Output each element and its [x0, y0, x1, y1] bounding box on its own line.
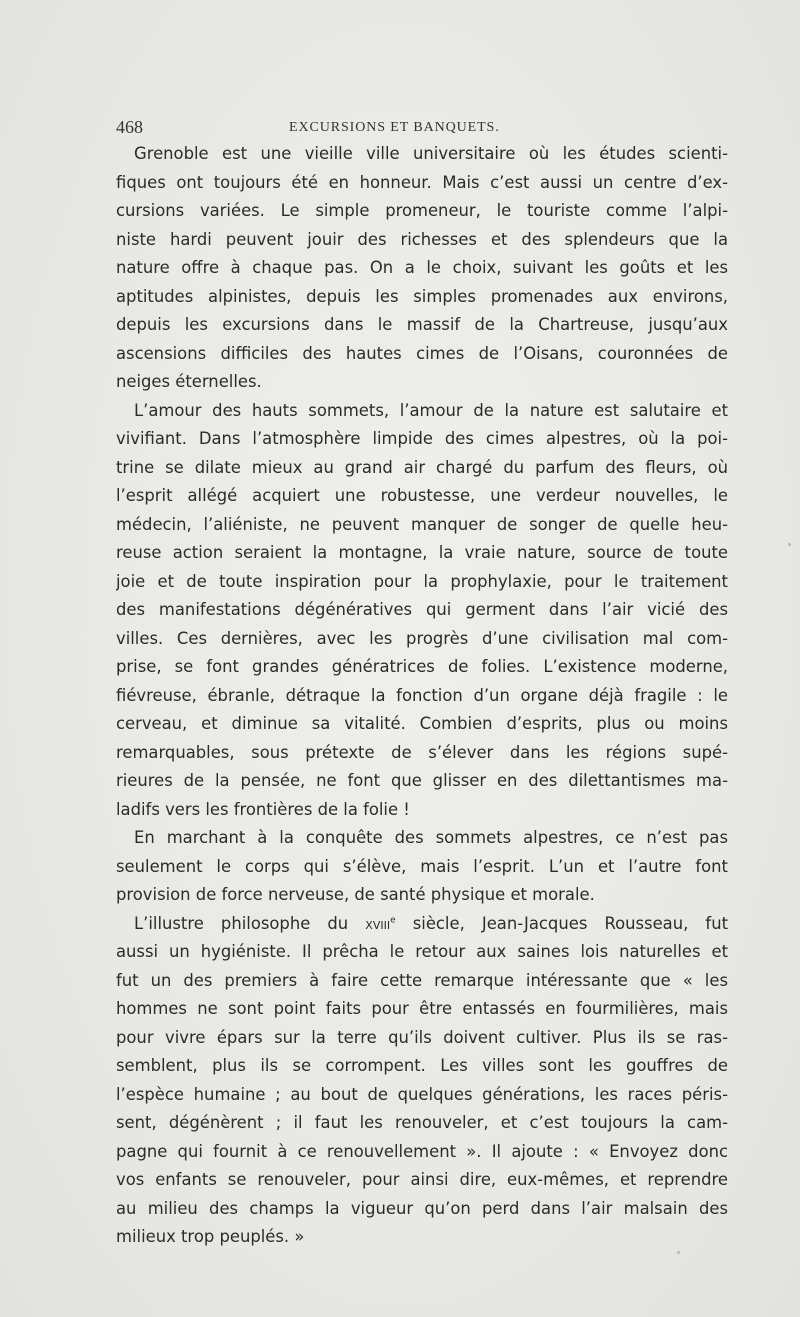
- text-line: En marchant à la conquête des sommets alpestres, ce n’est pas: [134, 828, 728, 847]
- text-line: Grenoble est une vieille ville universitaire où les études scienti-: [134, 144, 728, 163]
- text-line: l’espèce humaine ; au bout de quelques générations, les races péris-: [116, 1084, 728, 1104]
- text-line: remarquables, sous prétexte de s’élever dans les régions supé-: [116, 742, 728, 762]
- text-line: joie et de toute inspiration pour la prophylaxie, pour le traitement: [116, 571, 728, 591]
- text-line: fiévreuse, ébranle, détraque la fonction d’un organe déjà fragile : le: [116, 685, 728, 705]
- text-line: hommes ne sont point faits pour être entassés en fourmilières, mais: [116, 999, 728, 1018]
- text-line: neiges éternelles.: [116, 372, 262, 391]
- text-line: ladifs vers les frontières de la folie !: [116, 799, 410, 819]
- text-line: fut un des premiers à faire cette remarque intéressante que « les: [116, 970, 728, 990]
- text-line: médecin, l’aliéniste, ne peuvent manquer de songer de quelle heu-: [116, 514, 728, 534]
- text-line: milieux trop peuplés. »: [116, 1227, 305, 1246]
- page-number: 468: [116, 117, 143, 137]
- text-line: fiques ont toujours été en honneur. Mais c’est aussi un centre d’ex-: [116, 172, 728, 192]
- text-line: semblent, plus ils se corrompent. Les villes sont les gouffres de: [116, 1056, 728, 1075]
- text-line: seulement le corps qui s’élève, mais l’esprit. L’un et l’autre font: [116, 856, 728, 876]
- text-line: niste hardi peuvent jouir des richesses et des splendeurs que la: [116, 229, 728, 249]
- text-line: cerveau, et diminue sa vitalité. Combien d’esprits, plus ou moins: [116, 714, 728, 733]
- running-title: EXCURSIONS ET BANQUETS.: [289, 120, 500, 135]
- text-line: depuis les excursions dans le massif de la Chartreuse, jusqu’aux: [116, 315, 728, 334]
- text-line: nature offre à chaque pas. On a le choix, suivant les goûts et les: [116, 258, 728, 277]
- text-line: sent, dégénèrent ; il faut les renouveler, et c’est toujours la cam-: [116, 1113, 728, 1132]
- running-head: [116, 117, 728, 139]
- text-line: vos enfants se renouveler, pour ainsi dire, eux-mêmes, et reprendre: [116, 1170, 728, 1189]
- text-line: vivifiant. Dans l’atmosphère limpide des cimes alpestres, où la poi-: [116, 429, 728, 448]
- paper-speck: [677, 1251, 680, 1254]
- line-end: siècle, Jean-Jacques Rousseau, fut: [395, 913, 728, 933]
- text-line: cursions variées. Le simple promeneur, le touriste comme l’alpi-: [116, 201, 728, 220]
- text-line-century: [116, 910, 728, 939]
- text-line: des manifestations dégénératives qui germent dans l’air vicié des: [116, 600, 728, 619]
- text-line: prise, se font grandes génératrices de folies. L’existence moderne,: [116, 657, 728, 676]
- text-line: rieures de la pensée, ne font que glisser en des dilettantismes ma-: [116, 771, 728, 790]
- text-line: au milieu des champs la vigueur qu’on perd dans l’air malsain des: [116, 1198, 728, 1218]
- century-numeral: xviii: [365, 913, 391, 933]
- paper-speck: [788, 543, 791, 546]
- text-line: ascensions difficiles des hautes cimes de l’Oisans, couronnées de: [116, 343, 728, 363]
- text-line: l’esprit allégé acquiert une robustesse, une verdeur nouvelles, le: [116, 486, 728, 505]
- text-line: provision de force nerveuse, de santé physique et morale.: [116, 885, 595, 904]
- text-line: villes. Ces dernières, avec les progrès d’une civilisation mal com-: [116, 628, 728, 648]
- text-line: pour vivre épars sur la terre qu’ils doivent cultiver. Plus ils se ras-: [116, 1027, 728, 1047]
- text-line: aptitudes alpinistes, depuis les simples promenades aux environs,: [116, 286, 728, 306]
- text-line: aussi un hygiéniste. Il prêcha le retour aux saines lois naturelles et: [116, 942, 728, 961]
- line-start: L’illustre philosophe du: [134, 913, 349, 933]
- body-text: [116, 140, 728, 1252]
- century-superscript: e: [390, 915, 396, 926]
- text-line: trine se dilate mieux au grand air chargé du parfum des fleurs, où: [116, 457, 728, 477]
- text-line: pagne qui fournit à ce renouvellement ». Il ajoute : « Envoyez donc: [116, 1141, 728, 1161]
- text-line: L’amour des hauts sommets, l’amour de la nature est salutaire et: [134, 400, 728, 420]
- text-line: reuse action seraient la montagne, la vraie nature, source de toute: [116, 543, 728, 562]
